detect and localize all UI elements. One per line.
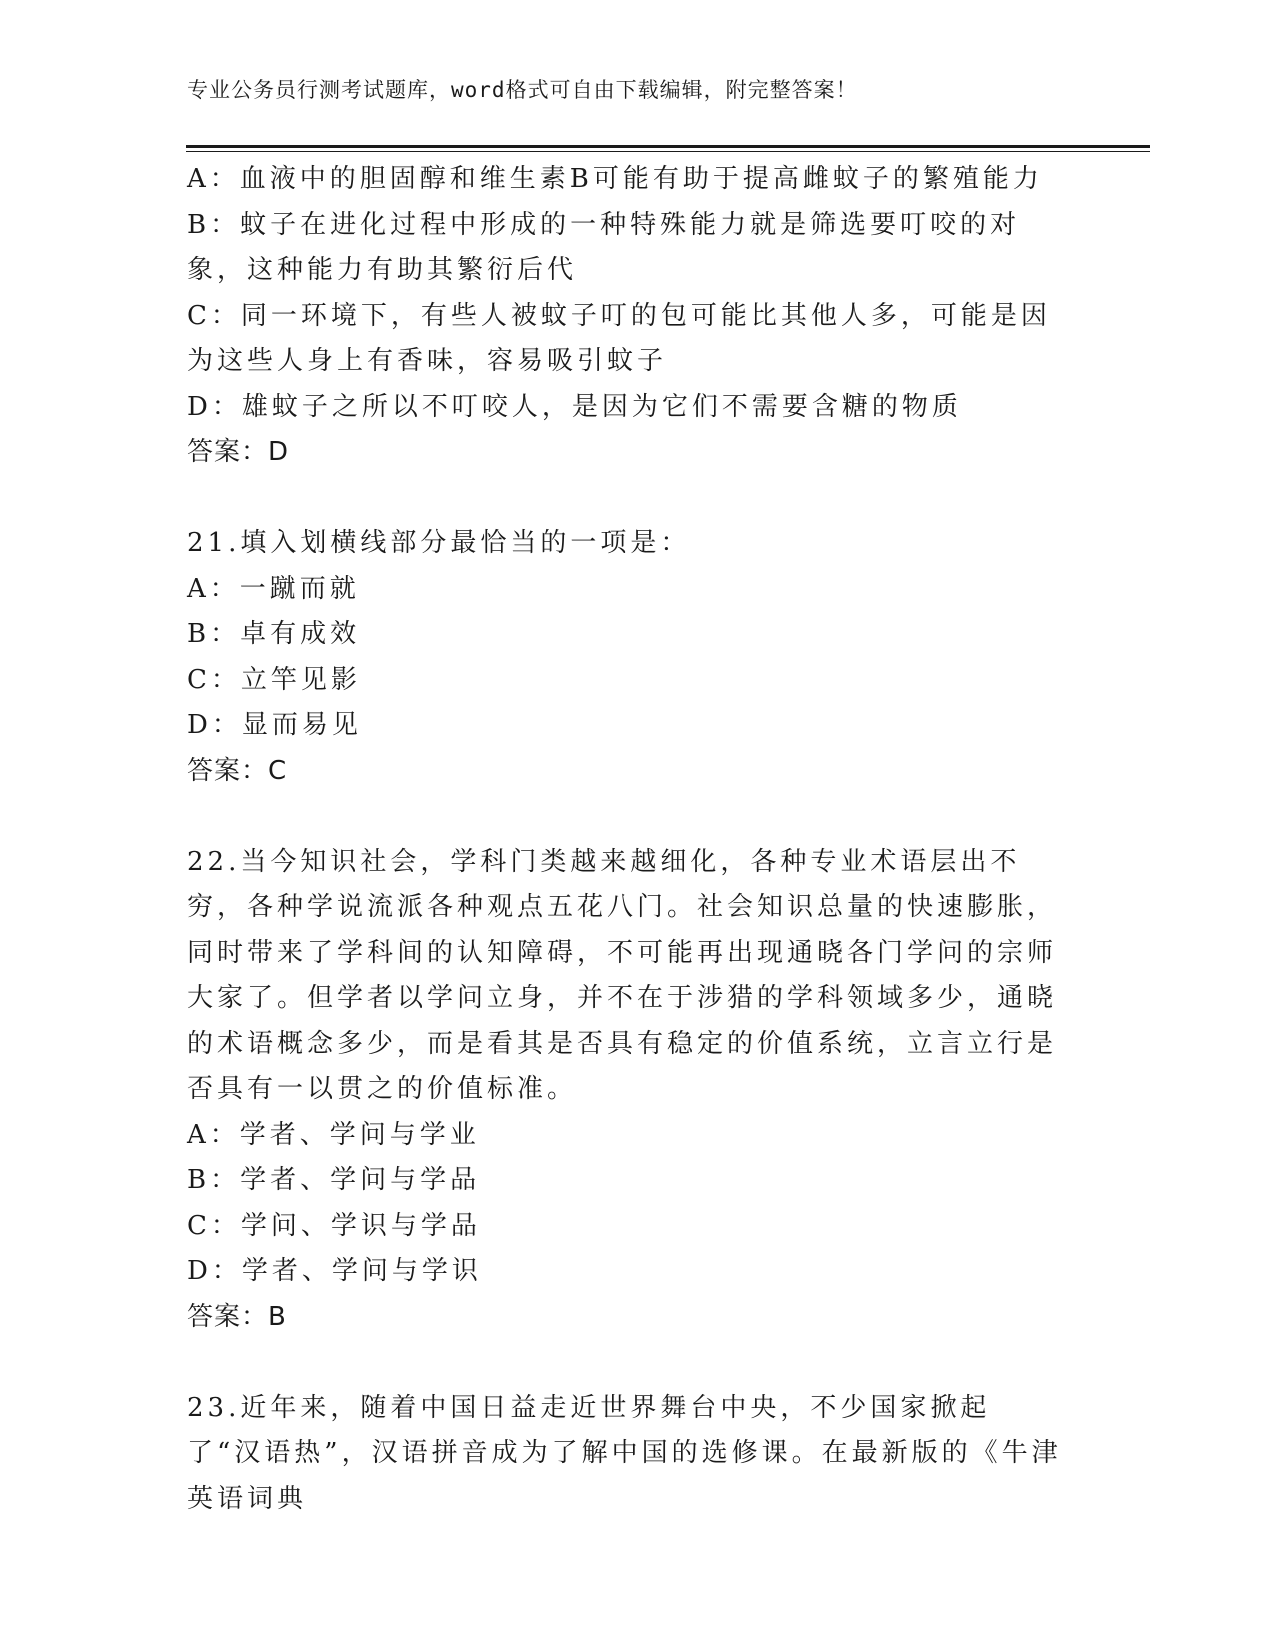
- option-c: C：立竿见影: [187, 664, 361, 695]
- page-header: 专业公务员行测考试题库，word格式可自由下载编辑，附完整答案！: [187, 78, 858, 102]
- spacer: [187, 794, 1067, 840]
- option-b: B：卓有成效: [187, 619, 361, 649]
- option-c: C：学问、学识与学品: [187, 1210, 481, 1241]
- question-stem: 21.填入划横线部分最恰当的一项是：: [187, 528, 691, 558]
- option-d: D：显而易见: [187, 710, 362, 740]
- option-a: A：学者、学问与学业: [187, 1119, 480, 1150]
- question-stem: 22.当今知识社会，学科门类越来越细化，各种专业术语层出不穷，各种学说流派各种观点五花八门。社会知识总量的快速膨胀，同时带来了学科间的认知障碍，不可能再出现通晓各门学问的宗师大家了。但学者以学问立身，并不在于涉猎的学科领域多少，通晓的术语概念多少，而是看其是否具有稳定的价值系统，立言立行是否具有一以贯之的价值标准。: [187, 846, 1058, 1104]
- answer: 答案：D: [187, 437, 290, 467]
- question-23: [187, 1386, 1067, 1523]
- answer: 答案：C: [187, 755, 288, 786]
- header-rule: [186, 145, 1150, 148]
- option-d: D：学者、学问与学识: [187, 1256, 482, 1286]
- spacer: [187, 476, 1067, 522]
- option-a: A：一蹴而就: [187, 573, 360, 604]
- option-d: D：雄蚊子之所以不叮咬人，是因为它们不需要含糖的物质: [187, 391, 962, 422]
- answer: 答案：B: [187, 1301, 287, 1332]
- option-b: B：蚊子在进化过程中形成的一种特殊能力就是筛选要叮咬的对象，这种能力有助其繁衍后代: [187, 209, 1021, 285]
- question-21: [187, 521, 1067, 794]
- document-body: [187, 157, 1067, 1522]
- option-c: C：同一环境下，有些人被蚊子叮的包可能比其他人多，可能是因为这些人身上有香味，容易吸引蚊子: [187, 300, 1051, 376]
- question-22: [187, 840, 1067, 1341]
- option-a: A：血液中的胆固醇和维生素B可能有助于提高雌蚊子的繁殖能力: [187, 164, 1043, 194]
- question-20-continued: [187, 157, 1067, 476]
- spacer: [187, 1340, 1067, 1386]
- question-stem: 23.近年来，随着中国日益走近世界舞台中央，不少国家掀起了“汉语热”，汉语拼音成为了解中国的选修课。在最新版的《牛津英语词典: [187, 1392, 1062, 1514]
- option-b: B：学者、学问与学品: [187, 1165, 481, 1195]
